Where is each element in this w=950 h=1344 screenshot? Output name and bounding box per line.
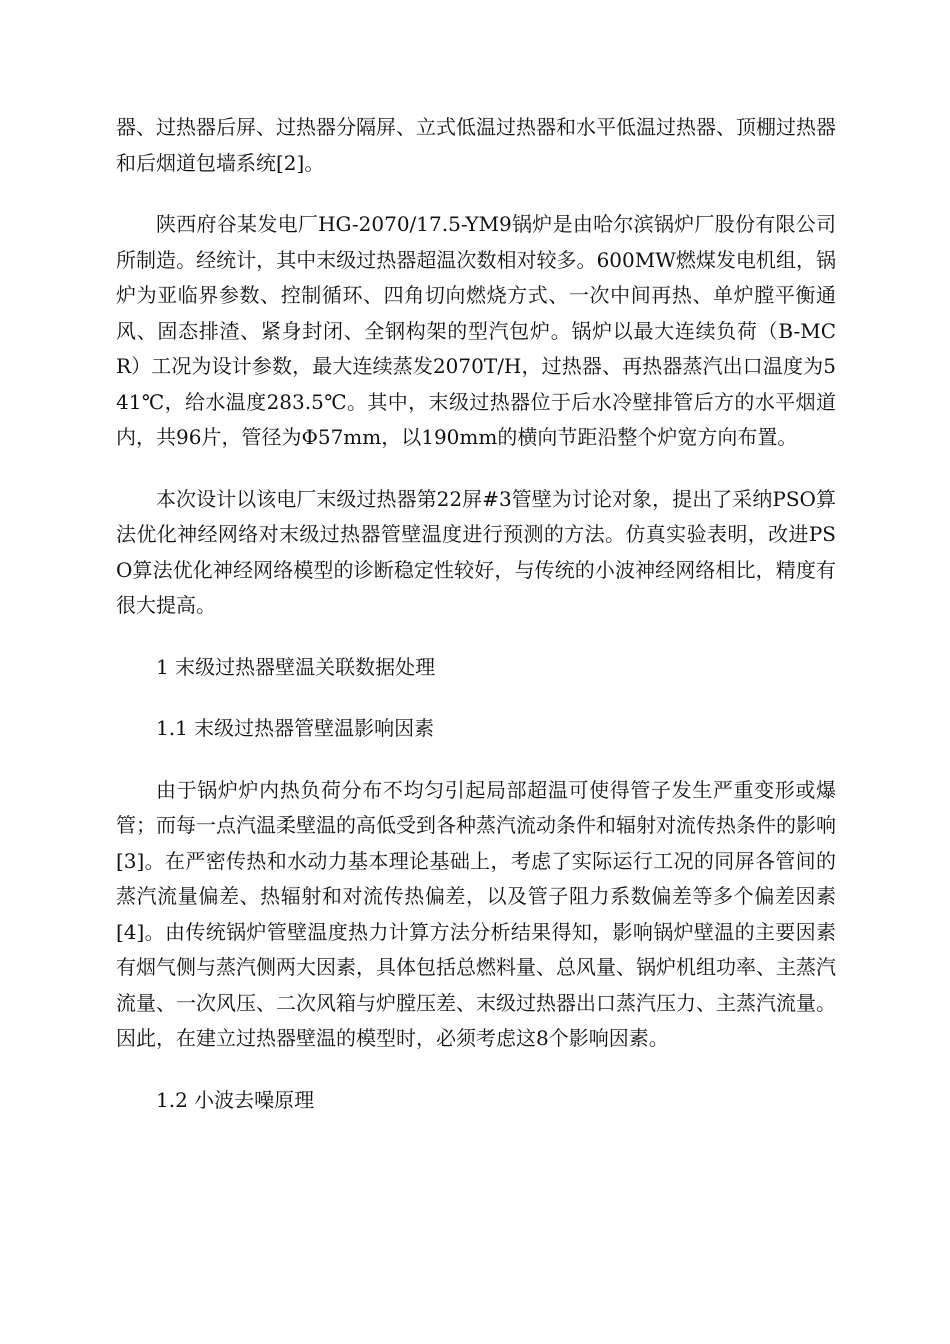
paragraph-boiler-description: 陕西府谷某发电厂HG-2070/17.5-YM9锅炉是由哈尔滨锅炉厂股份有限公司所制造。经统计，其中末级过热器超温次数相对较多。600MW燃煤发电机组，锅炉为亚临界参数、控制循环、四角切向燃烧方式、一次中间再热、单炉膛平衡通风、固态排渣、紧身封闭、全钢构架的型汽包炉。锅炉以最大连续负荷（B-MCR）工况为设计参数，最大连续蒸发2070T/H，过热器、再热器蒸汽出口温度为541℃，给水温度283.5℃。其中，末级过热器位于后水冷壁排管后方的水平烟道内，共96片，管径为Φ57mm，以190mm的横向节距沿整个炉宽方向布置。 (116, 212, 836, 449)
section-heading-1-1: 1.1 末级过热器管壁温影响因素 (156, 716, 435, 740)
paragraph-design-summary: 本次设计以该电厂末级过热器第22屏#3管壁为讨论对象，提出了采纳PSO算法优化神经网络对末级过热器管壁温度进行预测的方法。仿真实验表明，改进PSO算法优化神经网络模型的诊断稳定性较好，与传统的小波神经网络相比，精度有很大提高。 (116, 486, 836, 617)
section-heading-1: 1 末级过热器壁温关联数据处理 (156, 654, 436, 679)
paragraph-influence-factors: 由于锅炉炉内热负荷分布不均匀引起局部超温可使得管子发生严重变形或爆管；而每一点汽温柔壁温的高低受到各种蒸汽流动条件和辐射对流传热条件的影响[3]。在严密传热和水动力基本理论基础上，考虑了实际运行工况的同屏各管间的蒸汽流量偏差、热辐射和对流传热偏差，以及管子阻力系数偏差等多个偏差因素[4]。由传统锅炉管壁温度热力计算方法分析结果得知，影响锅炉壁温的主要因素有烟气侧与蒸汽侧两大因素，具体包括总燃料量、总风量、锅炉机组功率、主蒸汽流量、一次风压、二次风箱与炉膛压差、末级过热器出口蒸汽压力、主蒸汽流量。因此，在建立过热器壁温的模型时，必须考虑这8个影响因素。 (116, 777, 836, 1050)
section-heading-1-2: 1.2 小波去噪原理 (156, 1087, 315, 1112)
document-body (116, 110, 836, 1144)
paragraph-continued: 器、过热器后屏、过热器分隔屏、立式低温过热器和水平低温过热器、顶棚过热器和后烟道包墙系统[2]。 (116, 115, 836, 175)
